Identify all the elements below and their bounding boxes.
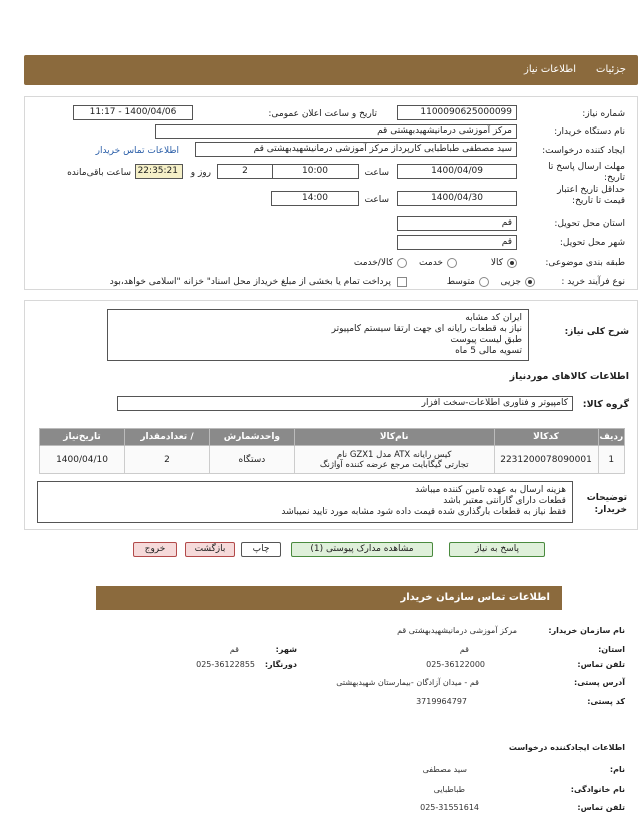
note-line: هزینه ارسال به عهده تامین کننده میباشد [415,485,566,495]
contact-title: اطلاعات تماس سازمان خریدار [400,592,550,603]
note-line: قطعات دارای گارانتی معتبر باشد [443,496,566,506]
name-value: سید مصطفی [422,765,467,774]
postal-value: 3719964797 [416,697,467,706]
announce-label: تاریخ و ساعت اعلان عمومی: [268,109,377,119]
category-service-radio[interactable] [447,258,457,268]
cell-code: 2231200078090001 [494,446,598,474]
rphone-value: 025-31551614 [420,803,479,812]
fax-value: 025-36122855 [196,660,255,669]
deadline-time-field: 10:00 [271,164,359,179]
need-number-field: 1100090625000099 [397,105,517,120]
remaining-time-field: 22:35:21 [135,164,183,179]
org-label: نام سازمان خریدار: [548,626,625,635]
family-label: نام خانوادگی: [570,785,625,794]
cell-name-line: تجارتی گیگابایت مرجع عرضه کننده آواژنگ [319,459,469,470]
process-label: نوع فرآیند خرید : [561,277,625,287]
payment-note-checkbox[interactable] [397,277,407,287]
requester-title: اطلاعات ایجادکننده درخواست [508,743,625,752]
print-button[interactable]: چاپ [241,542,281,557]
days-label: روز و [190,168,211,178]
exit-button[interactable]: خروج [133,542,177,557]
province-c-label: استان: [598,645,625,654]
family-value: طباطبایی [433,785,465,794]
col-qty: / تعدادمقدار [125,429,210,446]
price-validity-time-field: 14:00 [271,191,359,206]
price-validity-label: حداقل تاریخ اعتبار قیمت تا تاریخ: [557,185,625,206]
page-header [24,55,638,85]
buyer-org-label: نام دستگاه خریدار: [554,127,625,137]
buyer-contact-link[interactable]: اطلاعات تماس خریدار [95,146,179,156]
summary-line: ایران کد مشابه [465,313,522,323]
announce-field: 1400/04/06 - 11:17 [73,105,193,120]
city-c-label: شهر: [275,645,297,654]
category-goods-label: کالا [490,258,503,268]
category-goods-service-radio[interactable] [397,258,407,268]
reply-button[interactable]: پاسخ به نیاز [449,542,545,557]
price-validity-date-field: 1400/04/30 [397,191,517,206]
goods-table [39,428,625,474]
city-label: شهر محل تحویل: [559,238,625,248]
postal-label: کد پستی: [587,697,625,706]
cell-name-line: کیس رایانه ATX مدل GZX1 نام [336,449,452,460]
address-value: قم - میدان آزادگان -بیمارستان شهیدبهشتی [336,678,479,687]
cell-date: 1400/04/10 [40,446,125,474]
phone-value: 025-36122000 [426,660,485,669]
days-field: 2 [217,164,273,179]
price-validity-time-label: ساعت [364,195,389,205]
col-name: نام‌کالا [294,429,494,446]
name-label: نام: [609,765,625,774]
cell-row: 1 [598,446,624,474]
category-service-label: خدمت [419,258,443,268]
process-medium-radio[interactable] [479,277,489,287]
creator-field: سید مصطفی طباطبایی کارپرداز مرکز آموزشی درمانیشهیدبهشتی قم [195,142,517,157]
payment-note-label: پرداخت تمام یا بخشی از مبلغ خریداز محل اسناد" خزانه "اسلامی خواهد،بود [109,277,391,287]
attachments-button[interactable]: مشاهده مدارک پیوستی (1) [291,542,433,557]
buyer-notes-label: توضیحات خریدار: [586,493,627,515]
goods-section-title: اطلاعات کالاهای موردنیاز [509,371,629,382]
table-row [40,446,625,474]
deadline-time-label: ساعت [364,168,389,178]
category-goods-service-label: کالا/خدمت [353,258,393,268]
province-label: استان محل تحویل: [554,219,625,229]
deadline-label: مهلت ارسال پاسخ تا تاریخ: [548,162,625,183]
cell-qty: 2 [125,446,210,474]
col-date: تاریخ‌نیاز [40,429,125,446]
rphone-label: تلفن تماس: [577,803,625,812]
deadline-date-field: 1400/04/09 [397,164,517,179]
category-goods-radio[interactable] [507,258,517,268]
cell-name [294,446,494,474]
city-c-value: قم [229,645,239,654]
summary-line: نیاز به قطعات رایانه ای جهت ارتقا سیستم کامپیوتر [331,324,522,334]
back-button[interactable]: بازگشت [185,542,235,557]
cell-unit: دستگاه [209,446,294,474]
process-partial-label: جزیی [500,277,521,287]
buyer-org-field: مرکز آموزشی درمانیشهیدبهشتی قم [155,124,517,139]
note-line: فقط نیاز به قطعات بارگذاری شده قیمت داده شود مشابه مورد تایید نمیباشد [281,507,566,517]
remaining-label: ساعت باقی‌مانده [67,168,131,178]
summary-box [107,309,529,361]
process-partial-radio[interactable] [525,277,535,287]
province-c-value: قم [459,645,469,654]
summary-line: طبق لیست پیوست [450,335,522,345]
contact-header [96,586,562,610]
phone-label: تلفن تماس: [577,660,625,669]
goods-group-field: کامپیوتر و فناوری اطلاعات-سخت افزار [117,396,573,411]
col-unit: واحدشمارش [209,429,294,446]
process-medium-label: متوسط [446,277,475,287]
buyer-notes-box [37,481,573,523]
need-number-label: شماره نیاز: [582,109,625,119]
creator-label: ایجاد کننده درخواست: [542,146,625,156]
col-row: ردیف [598,429,624,446]
summary-line: تسویه مالی 5 ماه [455,346,522,356]
breadcrumb-details[interactable]: جزئیات [596,64,626,75]
city-field: قم [397,235,517,250]
org-value: مرکز آموزشی درمانیشهیدبهشتی قم [397,626,517,635]
category-label: طبقه بندی موضوعی: [545,258,625,268]
summary-label: شرح کلی نیاز: [564,327,629,337]
goods-group-label: گروه کالا: [582,399,629,410]
fax-label: دورنگار: [264,660,297,669]
breadcrumb-need-info[interactable]: اطلاعات نیاز [524,64,576,75]
col-code: کدکالا [494,429,598,446]
address-label: آدرس پستی: [574,678,625,687]
province-field: قم [397,216,517,231]
